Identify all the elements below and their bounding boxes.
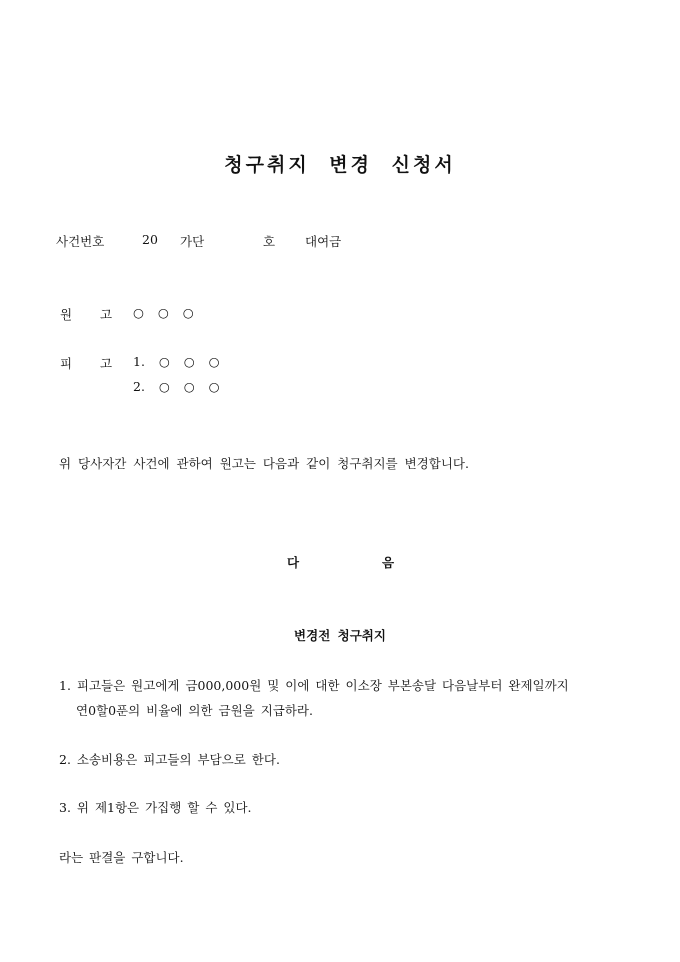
defendant-label-2: 고 [100, 356, 113, 371]
plaintiff-label-2: 고 [100, 307, 113, 322]
claim-1-line-2: 연0할0푼의 비율에 의한 금원을 지급하라. [76, 703, 313, 718]
next-heading-left: 다 [287, 555, 300, 570]
case-year: 20 [142, 232, 158, 247]
plaintiff-name: ○ ○ ○ [133, 305, 194, 320]
next-heading-right: 음 [382, 555, 395, 570]
case-division: 가단 [180, 234, 205, 249]
claim-3: 3. 위 제1항은 가집행 할 수 있다. [59, 800, 252, 815]
claim-1-line-1: 1. 피고들은 원고에게 금000,000원 및 이에 대한 이소장 부본송달 다음날부터 완제일까지 [59, 678, 569, 693]
case-name: 대여금 [305, 234, 342, 249]
defendant-item: 1. ○ ○ ○ [133, 354, 220, 369]
intro-text: 위 당사자간 사건에 관하여 원고는 다음과 같이 청구취지를 변경합니다. [59, 456, 469, 471]
section-heading: 변경전 청구취지 [294, 628, 386, 643]
plaintiff-label-1: 원 [60, 307, 73, 322]
closing-text: 라는 판결을 구합니다. [59, 850, 184, 865]
document-title: 청구취지 변경 신청서 [224, 154, 456, 176]
case-number-label: 사건번호 [56, 234, 105, 249]
case-ho: 호 [263, 234, 276, 249]
defendant-label-1: 피 [60, 356, 73, 371]
defendant-item: 2. ○ ○ ○ [133, 379, 220, 394]
claim-2: 2. 소송비용은 피고들의 부담으로 한다. [59, 752, 280, 767]
